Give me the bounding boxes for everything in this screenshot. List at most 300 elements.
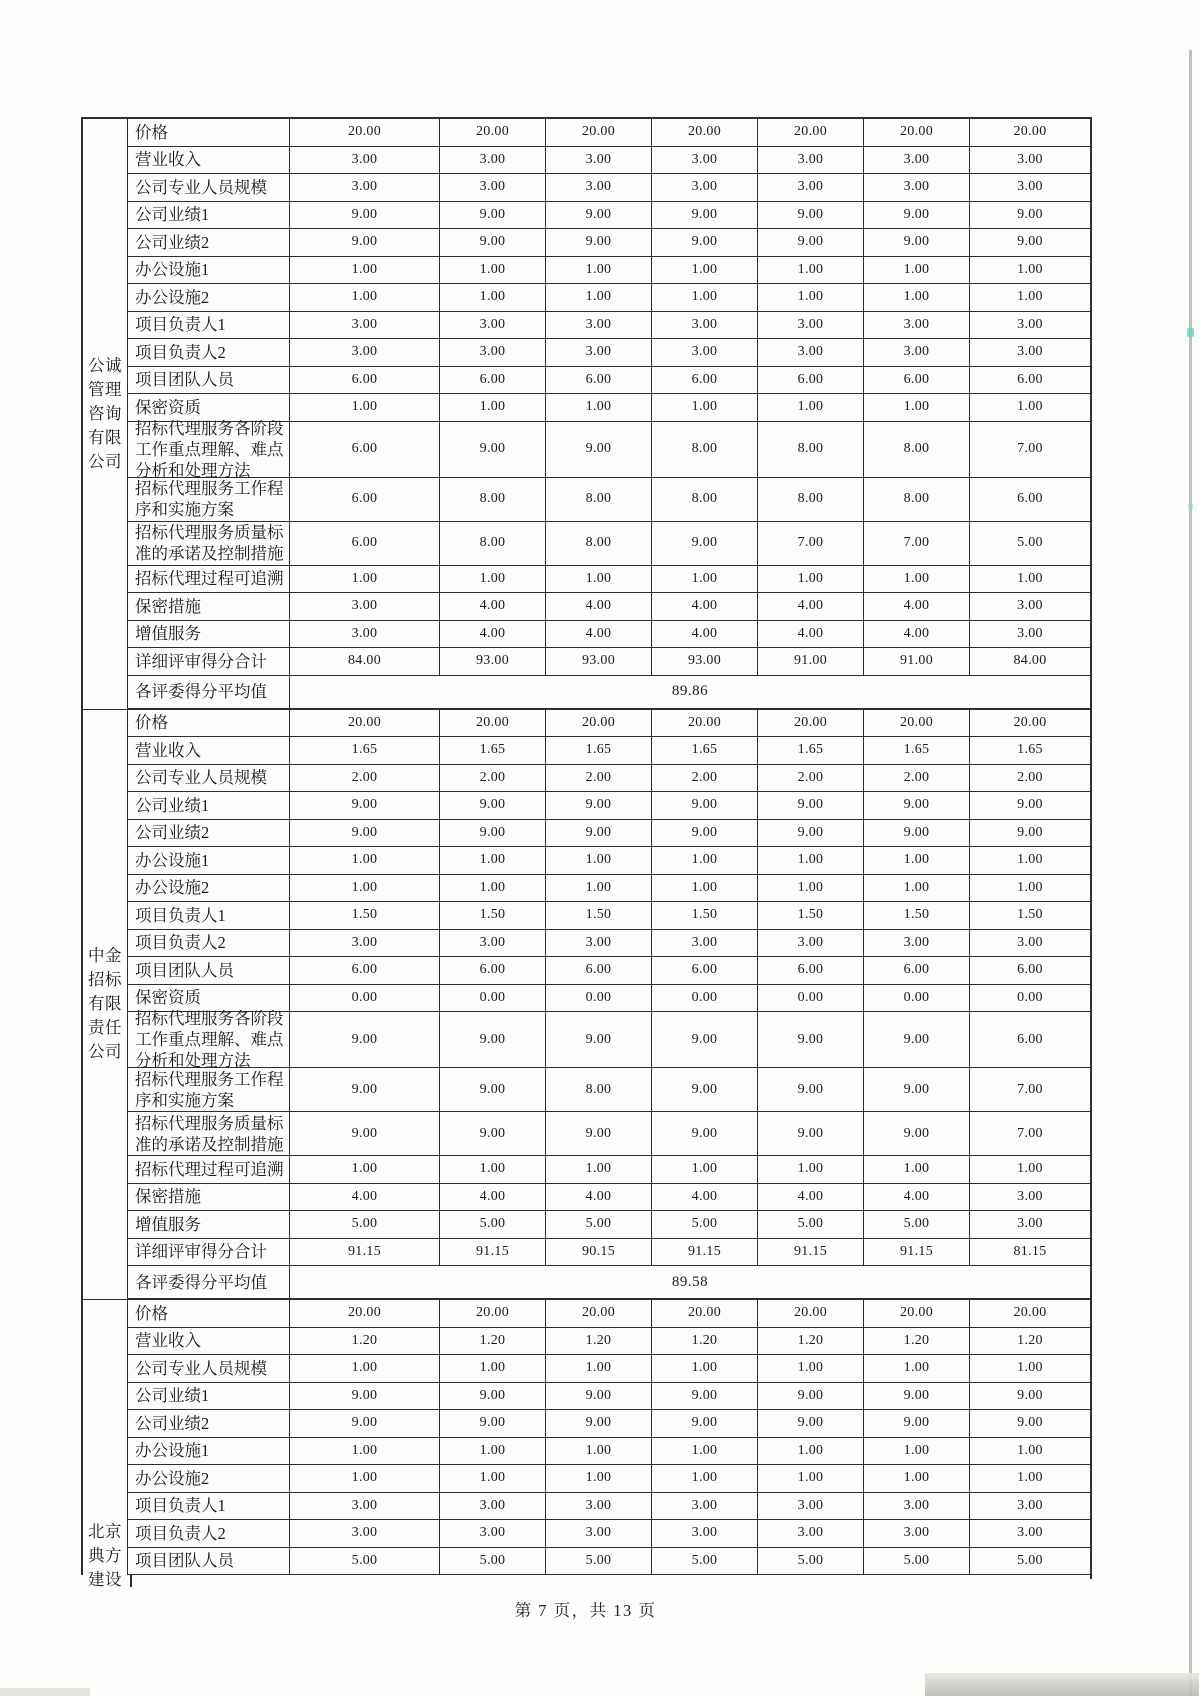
score-cell: 20.00 bbox=[652, 1300, 758, 1328]
score-cell: 9.00 bbox=[864, 1068, 970, 1112]
criterion-label: 公司专业人员规模 bbox=[128, 174, 290, 202]
score-cell: 6.00 bbox=[440, 367, 546, 395]
criterion-label: 公司业绩2 bbox=[128, 229, 290, 257]
score-cell: 7.00 bbox=[970, 1112, 1090, 1156]
score-cell: 6.00 bbox=[290, 478, 440, 522]
score-cell: 1.00 bbox=[290, 394, 440, 422]
score-cell: 9.00 bbox=[864, 1012, 970, 1068]
average-label: 各评委得分平均值 bbox=[128, 1266, 290, 1300]
score-cell: 9.00 bbox=[440, 1410, 546, 1438]
score-cell: 1.20 bbox=[440, 1328, 546, 1356]
score-cell: 1.50 bbox=[864, 902, 970, 930]
score-cell: 6.00 bbox=[864, 957, 970, 985]
score-cell: 3.00 bbox=[290, 174, 440, 202]
score-cell: 8.00 bbox=[440, 522, 546, 566]
company-name-line: 公诚 bbox=[88, 355, 122, 375]
score-cell: 8.00 bbox=[652, 478, 758, 522]
score-cell: 1.00 bbox=[440, 1355, 546, 1383]
score-cell: 2.00 bbox=[546, 765, 652, 793]
score-cell: 9.00 bbox=[864, 1410, 970, 1438]
criterion-label: 价格 bbox=[128, 119, 290, 147]
score-cell: 8.00 bbox=[758, 422, 864, 478]
score-cell: 8.00 bbox=[652, 422, 758, 478]
company-name-lines bbox=[88, 1520, 122, 1592]
company-name-line: 咨询 bbox=[88, 403, 122, 423]
score-cell: 1.00 bbox=[290, 566, 440, 594]
score-cell: 8.00 bbox=[546, 1068, 652, 1112]
score-cell: 6.00 bbox=[546, 957, 652, 985]
score-cell: 1.00 bbox=[546, 284, 652, 312]
score-cell: 4.00 bbox=[290, 1184, 440, 1212]
score-cell: 3.00 bbox=[758, 1520, 864, 1548]
score-cell: 91.00 bbox=[758, 648, 864, 676]
company-name-line: 公司 bbox=[88, 1042, 122, 1062]
score-cell: 3.00 bbox=[970, 621, 1090, 649]
score-cell: 3.00 bbox=[652, 339, 758, 367]
score-cell: 1.00 bbox=[652, 1438, 758, 1466]
score-cell: 9.00 bbox=[546, 792, 652, 820]
score-cell: 20.00 bbox=[758, 119, 864, 147]
criterion-label: 公司专业人员规模 bbox=[128, 765, 290, 793]
score-cell: 5.00 bbox=[440, 1548, 546, 1576]
score-cell: 4.00 bbox=[440, 1184, 546, 1212]
score-cell: 9.00 bbox=[758, 1012, 864, 1068]
score-cell: 3.00 bbox=[758, 930, 864, 958]
criterion-label: 招标代理服务各阶段工作重点理解、难点分析和处理方法 bbox=[128, 422, 290, 478]
score-cell: 1.00 bbox=[546, 1355, 652, 1383]
score-cell: 1.00 bbox=[864, 257, 970, 285]
score-cell: 9.00 bbox=[652, 1112, 758, 1156]
score-cell: 91.15 bbox=[440, 1239, 546, 1267]
score-cell: 6.00 bbox=[290, 422, 440, 478]
score-cell: 91.00 bbox=[864, 648, 970, 676]
score-cell: 1.00 bbox=[546, 566, 652, 594]
score-cell: 1.00 bbox=[546, 394, 652, 422]
score-cell: 9.00 bbox=[864, 202, 970, 230]
score-cell: 90.15 bbox=[546, 1239, 652, 1267]
score-cell: 9.00 bbox=[290, 1410, 440, 1438]
criterion-label: 项目负责人2 bbox=[128, 339, 290, 367]
score-cell: 1.00 bbox=[758, 875, 864, 903]
score-cell: 9.00 bbox=[546, 1383, 652, 1411]
company-name-cell bbox=[83, 1300, 128, 1589]
company-name-lines bbox=[88, 944, 122, 1064]
score-cell: 3.00 bbox=[440, 1520, 546, 1548]
score-cell: 1.00 bbox=[652, 1465, 758, 1493]
score-cell: 3.00 bbox=[864, 930, 970, 958]
score-cell: 3.00 bbox=[290, 593, 440, 621]
score-cell: 0.00 bbox=[546, 985, 652, 1013]
score-cell: 1.65 bbox=[652, 737, 758, 765]
score-cell: 9.00 bbox=[864, 820, 970, 848]
score-cell: 6.00 bbox=[440, 957, 546, 985]
score-cell: 1.00 bbox=[440, 284, 546, 312]
score-cell: 3.00 bbox=[440, 147, 546, 175]
score-cell: 1.20 bbox=[970, 1328, 1090, 1356]
score-cell: 9.00 bbox=[440, 1012, 546, 1068]
score-cell: 7.00 bbox=[864, 522, 970, 566]
score-cell: 9.00 bbox=[546, 229, 652, 257]
score-cell: 3.00 bbox=[864, 147, 970, 175]
score-cell: 1.00 bbox=[652, 847, 758, 875]
score-cell: 6.00 bbox=[652, 957, 758, 985]
score-cell: 20.00 bbox=[970, 710, 1090, 738]
score-cell: 3.00 bbox=[652, 1493, 758, 1521]
score-cell: 0.00 bbox=[652, 985, 758, 1013]
score-cell: 9.00 bbox=[652, 202, 758, 230]
score-cell: 8.00 bbox=[546, 522, 652, 566]
score-cell: 1.00 bbox=[970, 1156, 1090, 1184]
score-cell: 4.00 bbox=[440, 593, 546, 621]
score-cell: 5.00 bbox=[546, 1211, 652, 1239]
score-cell: 1.00 bbox=[970, 875, 1090, 903]
score-cell: 3.00 bbox=[970, 147, 1090, 175]
score-cell: 6.00 bbox=[652, 367, 758, 395]
score-cell: 20.00 bbox=[758, 710, 864, 738]
score-cell: 1.00 bbox=[970, 847, 1090, 875]
score-cell: 93.00 bbox=[652, 648, 758, 676]
score-cell: 5.00 bbox=[864, 1548, 970, 1576]
criterion-label: 价格 bbox=[128, 710, 290, 738]
company-section-1 bbox=[83, 119, 1092, 710]
score-cell: 1.00 bbox=[758, 1438, 864, 1466]
score-cell: 3.00 bbox=[652, 174, 758, 202]
score-cell: 3.00 bbox=[758, 1493, 864, 1521]
score-cell: 1.00 bbox=[546, 1156, 652, 1184]
score-cell: 9.00 bbox=[652, 1068, 758, 1112]
score-cell: 3.00 bbox=[440, 312, 546, 340]
score-cell: 9.00 bbox=[440, 820, 546, 848]
criterion-label: 项目团队人员 bbox=[128, 957, 290, 985]
criterion-label: 营业收入 bbox=[128, 147, 290, 175]
company-name-line: 责任 bbox=[88, 1018, 122, 1038]
score-cell: 1.50 bbox=[652, 902, 758, 930]
score-cell: 1.00 bbox=[864, 284, 970, 312]
company-section-3 bbox=[83, 1300, 1092, 1589]
score-cell: 1.50 bbox=[758, 902, 864, 930]
score-cell: 9.00 bbox=[970, 1383, 1090, 1411]
score-cell: 9.00 bbox=[440, 1068, 546, 1112]
score-cell: 6.00 bbox=[290, 522, 440, 566]
score-cell: 9.00 bbox=[758, 1068, 864, 1112]
score-cell: 3.00 bbox=[546, 1493, 652, 1521]
score-cell: 1.00 bbox=[758, 1156, 864, 1184]
criterion-label: 价格 bbox=[128, 1300, 290, 1328]
score-cell: 8.00 bbox=[864, 422, 970, 478]
score-cell: 9.00 bbox=[970, 820, 1090, 848]
criterion-label: 项目负责人1 bbox=[128, 312, 290, 340]
score-cell: 9.00 bbox=[546, 422, 652, 478]
company-name-line: 北京 bbox=[88, 1522, 122, 1541]
score-cell: 20.00 bbox=[652, 119, 758, 147]
score-cell: 1.20 bbox=[652, 1328, 758, 1356]
score-cell: 1.00 bbox=[970, 1465, 1090, 1493]
score-cell: 1.00 bbox=[290, 1465, 440, 1493]
score-cell: 4.00 bbox=[652, 621, 758, 649]
score-cell: 3.00 bbox=[758, 147, 864, 175]
score-cell: 4.00 bbox=[546, 621, 652, 649]
score-cell: 0.00 bbox=[758, 985, 864, 1013]
score-cell: 81.15 bbox=[970, 1239, 1090, 1267]
criterion-label: 保密资质 bbox=[128, 394, 290, 422]
criterion-label: 招标代理服务质量标准的承诺及控制措施 bbox=[128, 522, 290, 566]
score-cell: 2.00 bbox=[758, 765, 864, 793]
score-cell: 9.00 bbox=[864, 229, 970, 257]
score-cell: 3.00 bbox=[290, 930, 440, 958]
score-cell: 3.00 bbox=[970, 930, 1090, 958]
criterion-label: 公司业绩1 bbox=[128, 792, 290, 820]
score-cell: 20.00 bbox=[546, 710, 652, 738]
score-cell: 4.00 bbox=[440, 621, 546, 649]
score-cell: 1.00 bbox=[440, 1465, 546, 1493]
score-cell: 4.00 bbox=[652, 1184, 758, 1212]
company-name-line: 公司 bbox=[88, 451, 122, 471]
score-cell: 7.00 bbox=[970, 1068, 1090, 1112]
criterion-label: 增值服务 bbox=[128, 621, 290, 649]
score-cell: 1.00 bbox=[864, 394, 970, 422]
score-cell: 7.00 bbox=[970, 422, 1090, 478]
score-cell: 3.00 bbox=[546, 312, 652, 340]
score-cell: 9.00 bbox=[970, 202, 1090, 230]
criterion-label: 详细评审得分合计 bbox=[128, 1239, 290, 1267]
criterion-label: 招标代理服务工作程序和实施方案 bbox=[128, 478, 290, 522]
score-cell: 3.00 bbox=[546, 147, 652, 175]
company-name-line: 有限 bbox=[88, 427, 122, 447]
score-cell: 1.00 bbox=[864, 1438, 970, 1466]
score-cell: 5.00 bbox=[758, 1211, 864, 1239]
company-name-line: 有限 bbox=[88, 994, 122, 1014]
score-cell: 3.00 bbox=[440, 174, 546, 202]
score-cell: 3.00 bbox=[970, 339, 1090, 367]
company-name-cell bbox=[83, 119, 128, 710]
company-name-line: 中金 bbox=[88, 946, 122, 966]
score-cell: 1.00 bbox=[864, 1355, 970, 1383]
score-cell: 8.00 bbox=[758, 478, 864, 522]
criterion-label: 保密措施 bbox=[128, 593, 290, 621]
average-score-cell: 89.86 bbox=[290, 676, 1090, 710]
score-cell: 9.00 bbox=[652, 522, 758, 566]
score-cell: 1.00 bbox=[440, 566, 546, 594]
score-cell: 3.00 bbox=[290, 312, 440, 340]
average-label: 各评委得分平均值 bbox=[128, 676, 290, 710]
score-cell: 1.00 bbox=[546, 875, 652, 903]
score-cell: 1.65 bbox=[290, 737, 440, 765]
score-cell: 1.00 bbox=[290, 1438, 440, 1466]
score-cell: 6.00 bbox=[290, 367, 440, 395]
score-cell: 1.00 bbox=[970, 257, 1090, 285]
score-cell: 3.00 bbox=[440, 339, 546, 367]
scan-artifact-edge-line bbox=[1189, 50, 1192, 1696]
score-cell: 2.00 bbox=[864, 765, 970, 793]
average-score-cell: 89.58 bbox=[290, 1266, 1090, 1300]
criterion-label: 增值服务 bbox=[128, 1211, 290, 1239]
score-cell: 5.00 bbox=[864, 1211, 970, 1239]
criterion-label: 办公设施2 bbox=[128, 284, 290, 312]
score-cell: 2.00 bbox=[290, 765, 440, 793]
score-cell: 3.00 bbox=[864, 1493, 970, 1521]
score-cell: 3.00 bbox=[290, 339, 440, 367]
score-cell: 3.00 bbox=[758, 339, 864, 367]
score-cell: 1.00 bbox=[440, 394, 546, 422]
score-cell: 5.00 bbox=[440, 1211, 546, 1239]
score-cell: 3.00 bbox=[970, 174, 1090, 202]
score-cell: 4.00 bbox=[864, 593, 970, 621]
score-cell: 9.00 bbox=[758, 1112, 864, 1156]
score-cell: 3.00 bbox=[970, 1211, 1090, 1239]
score-cell: 1.50 bbox=[546, 902, 652, 930]
score-cell: 91.15 bbox=[652, 1239, 758, 1267]
score-cell: 1.00 bbox=[546, 1465, 652, 1493]
score-cell: 1.50 bbox=[290, 902, 440, 930]
score-cell: 91.15 bbox=[290, 1239, 440, 1267]
score-cell: 3.00 bbox=[546, 339, 652, 367]
score-cell: 20.00 bbox=[290, 1300, 440, 1328]
criterion-label: 项目团队人员 bbox=[128, 367, 290, 395]
score-cell: 1.20 bbox=[546, 1328, 652, 1356]
score-cell: 6.00 bbox=[546, 367, 652, 395]
score-cell: 1.65 bbox=[546, 737, 652, 765]
score-cell: 2.00 bbox=[440, 765, 546, 793]
score-cell: 20.00 bbox=[652, 710, 758, 738]
score-cell: 0.00 bbox=[970, 985, 1090, 1013]
criterion-label: 详细评审得分合计 bbox=[128, 648, 290, 676]
score-cell: 3.00 bbox=[864, 339, 970, 367]
score-cell: 9.00 bbox=[440, 1112, 546, 1156]
criterion-label: 保密措施 bbox=[128, 1184, 290, 1212]
criterion-label: 项目团队人员 bbox=[128, 1548, 290, 1576]
score-cell: 9.00 bbox=[758, 1383, 864, 1411]
score-cell: 2.00 bbox=[652, 765, 758, 793]
score-cell: 1.20 bbox=[290, 1328, 440, 1356]
score-cell: 1.00 bbox=[758, 1465, 864, 1493]
score-cell: 93.00 bbox=[546, 648, 652, 676]
score-cell: 1.00 bbox=[758, 566, 864, 594]
score-cell: 9.00 bbox=[290, 1383, 440, 1411]
score-cell: 4.00 bbox=[864, 1184, 970, 1212]
score-cell: 9.00 bbox=[290, 1068, 440, 1112]
score-cell: 1.65 bbox=[440, 737, 546, 765]
score-cell: 9.00 bbox=[440, 792, 546, 820]
score-cell: 3.00 bbox=[758, 174, 864, 202]
score-cell: 1.00 bbox=[970, 394, 1090, 422]
score-cell: 3.00 bbox=[440, 930, 546, 958]
criterion-label: 营业收入 bbox=[128, 737, 290, 765]
score-cell: 6.00 bbox=[970, 1012, 1090, 1068]
criterion-label: 招标代理过程可追溯 bbox=[128, 566, 290, 594]
score-cell: 1.00 bbox=[290, 847, 440, 875]
score-cell: 0.00 bbox=[290, 985, 440, 1013]
criterion-label: 办公设施2 bbox=[128, 1465, 290, 1493]
score-cell: 1.00 bbox=[970, 284, 1090, 312]
score-cell: 4.00 bbox=[758, 621, 864, 649]
score-cell: 20.00 bbox=[440, 1300, 546, 1328]
score-cell: 0.00 bbox=[864, 985, 970, 1013]
score-cell: 1.65 bbox=[970, 737, 1090, 765]
score-cell: 9.00 bbox=[290, 1112, 440, 1156]
score-cell: 9.00 bbox=[652, 1410, 758, 1438]
score-cell: 5.00 bbox=[546, 1548, 652, 1576]
score-cell: 9.00 bbox=[546, 820, 652, 848]
score-cell: 3.00 bbox=[652, 1520, 758, 1548]
score-cell: 1.20 bbox=[758, 1328, 864, 1356]
score-cell: 9.00 bbox=[652, 1383, 758, 1411]
score-cell: 3.00 bbox=[290, 1520, 440, 1548]
score-cell: 3.00 bbox=[970, 593, 1090, 621]
score-cell: 3.00 bbox=[864, 1520, 970, 1548]
score-cell: 9.00 bbox=[970, 792, 1090, 820]
score-cell: 6.00 bbox=[864, 367, 970, 395]
table-right-border bbox=[1090, 119, 1092, 1579]
score-cell: 7.00 bbox=[758, 522, 864, 566]
score-cell: 3.00 bbox=[758, 312, 864, 340]
score-cell: 8.00 bbox=[546, 478, 652, 522]
score-cell: 1.00 bbox=[290, 1355, 440, 1383]
criterion-label: 营业收入 bbox=[128, 1328, 290, 1356]
score-cell: 20.00 bbox=[290, 119, 440, 147]
score-cell: 1.65 bbox=[864, 737, 970, 765]
score-cell: 9.00 bbox=[290, 792, 440, 820]
scan-artifact-teal-fleck-small bbox=[1188, 503, 1193, 510]
score-cell: 5.00 bbox=[970, 522, 1090, 566]
score-cell: 4.00 bbox=[758, 593, 864, 621]
criterion-label: 公司专业人员规模 bbox=[128, 1355, 290, 1383]
score-cell: 6.00 bbox=[970, 478, 1090, 522]
criterion-label: 招标代理过程可追溯 bbox=[128, 1156, 290, 1184]
company-section-2 bbox=[83, 710, 1092, 1301]
score-cell: 3.00 bbox=[290, 147, 440, 175]
score-cell: 1.00 bbox=[758, 257, 864, 285]
score-cell: 1.00 bbox=[758, 394, 864, 422]
company-column-border-extension bbox=[130, 1575, 132, 1587]
score-cell: 9.00 bbox=[440, 202, 546, 230]
score-cell: 3.00 bbox=[652, 930, 758, 958]
score-cell: 3.00 bbox=[970, 1493, 1090, 1521]
score-cell: 9.00 bbox=[758, 202, 864, 230]
criterion-label: 办公设施2 bbox=[128, 875, 290, 903]
score-cell: 84.00 bbox=[970, 648, 1090, 676]
score-cell: 6.00 bbox=[290, 957, 440, 985]
score-cell: 91.15 bbox=[758, 1239, 864, 1267]
score-cell: 1.00 bbox=[440, 847, 546, 875]
score-cell: 9.00 bbox=[970, 229, 1090, 257]
score-cell: 3.00 bbox=[440, 1493, 546, 1521]
criterion-label: 项目负责人1 bbox=[128, 902, 290, 930]
score-cell: 1.00 bbox=[970, 1438, 1090, 1466]
score-cell: 9.00 bbox=[864, 1383, 970, 1411]
score-cell: 3.00 bbox=[970, 1520, 1090, 1548]
score-cell: 20.00 bbox=[864, 1300, 970, 1328]
criterion-label: 办公设施1 bbox=[128, 257, 290, 285]
score-cell: 9.00 bbox=[290, 820, 440, 848]
score-cell: 3.00 bbox=[970, 1184, 1090, 1212]
score-cell: 3.00 bbox=[290, 1493, 440, 1521]
score-cell: 1.00 bbox=[440, 1438, 546, 1466]
score-cell: 1.00 bbox=[758, 1355, 864, 1383]
criterion-label: 项目负责人2 bbox=[128, 1520, 290, 1548]
score-cell: 1.00 bbox=[652, 394, 758, 422]
criterion-label: 办公设施1 bbox=[128, 847, 290, 875]
score-cell: 20.00 bbox=[546, 119, 652, 147]
score-cell: 4.00 bbox=[546, 593, 652, 621]
company-name-cell bbox=[83, 710, 128, 1301]
score-cell: 9.00 bbox=[652, 820, 758, 848]
score-cell: 1.00 bbox=[290, 257, 440, 285]
company-name-line: 招标 bbox=[88, 970, 122, 990]
score-cell: 9.00 bbox=[440, 1383, 546, 1411]
score-cell: 1.50 bbox=[970, 902, 1090, 930]
score-cell: 1.00 bbox=[652, 1355, 758, 1383]
score-cell: 9.00 bbox=[290, 229, 440, 257]
